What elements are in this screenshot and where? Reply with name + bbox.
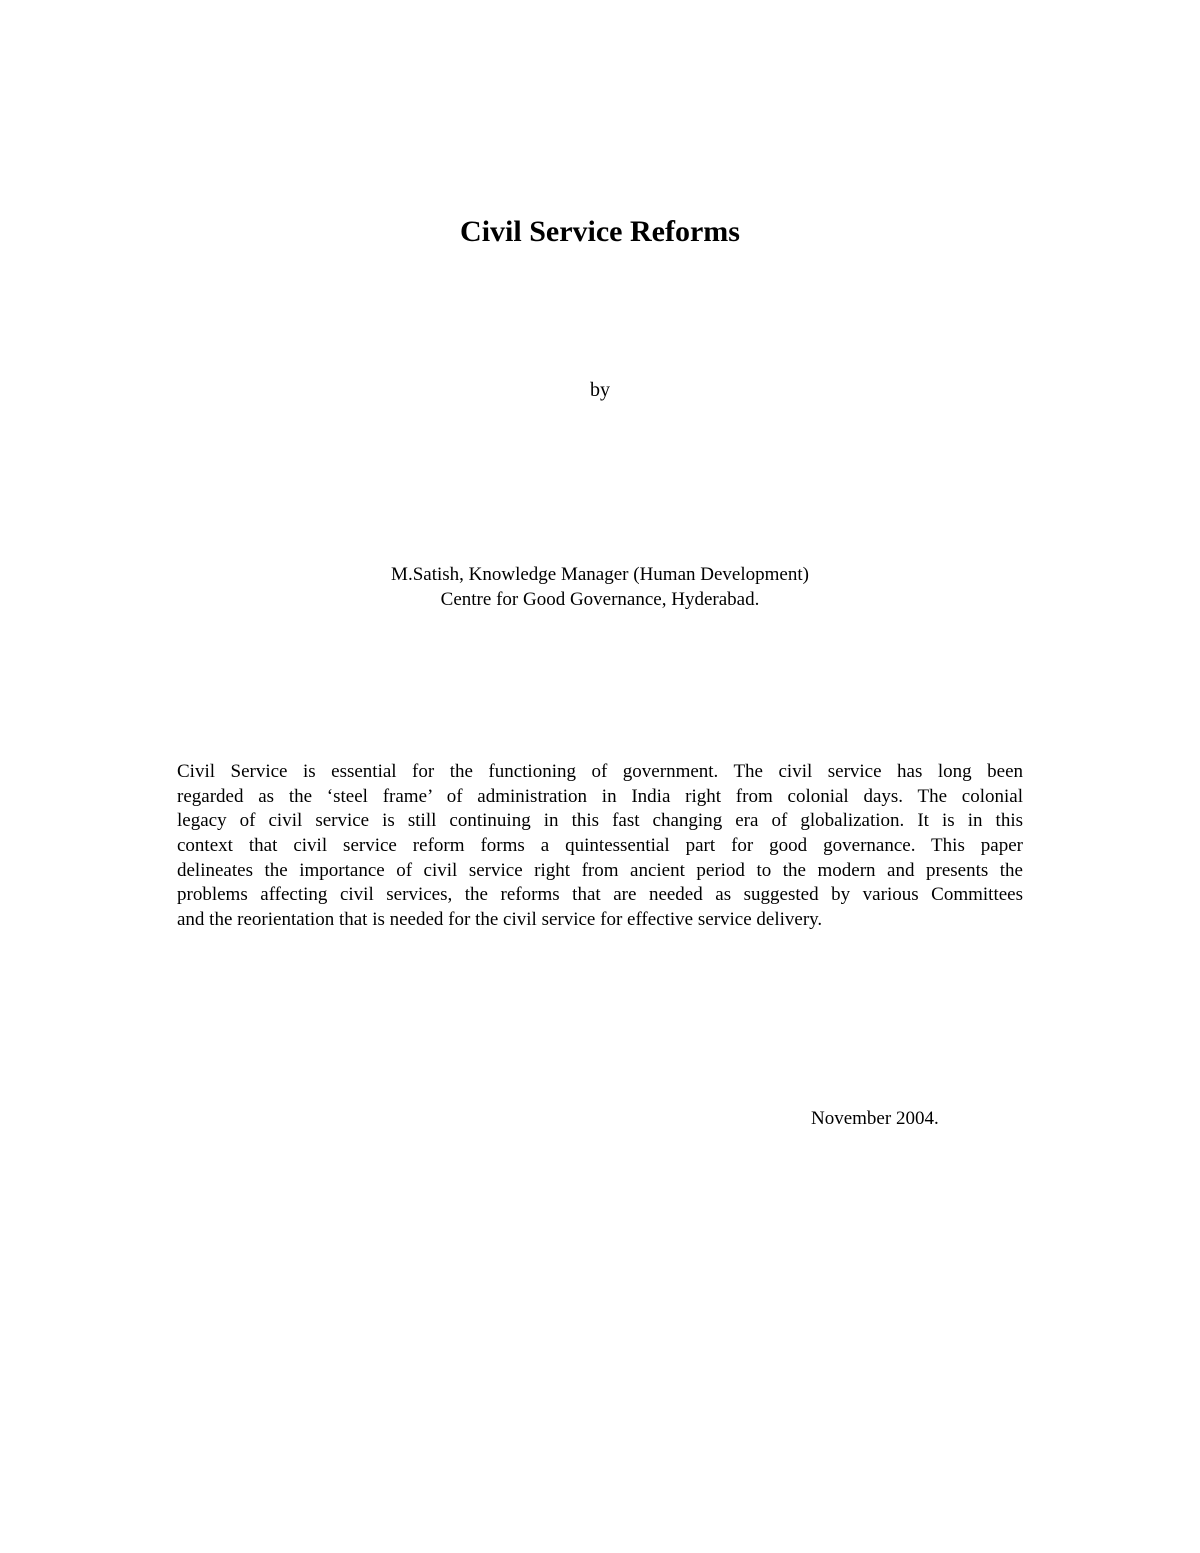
abstract-line: and the reorientation that is needed for the civil service for effective service delivery. bbox=[177, 909, 823, 931]
abstract-line: context that civil service reform forms a quintessential part for good governance. This paper bbox=[177, 835, 1023, 857]
abstract-line: problems affecting civil services, the reforms that are needed as suggested by various Committees bbox=[177, 884, 1023, 906]
document-date: November 2004. bbox=[811, 1108, 939, 1129]
document-title: Civil Service Reforms bbox=[460, 215, 740, 248]
abstract-line: legacy of civil service is still continuing in this fast changing era of globalization. It is in this bbox=[177, 810, 1023, 832]
abstract-line: Civil Service is essential for the functioning of government. The civil service has long been bbox=[177, 761, 1023, 782]
abstract-line: delineates the importance of civil service right from ancient period to the modern and presents the bbox=[177, 859, 1023, 881]
author-affiliation: Centre for Good Governance, Hyderabad. bbox=[440, 589, 760, 610]
author-block bbox=[0, 562, 1200, 612]
by-line: by bbox=[590, 379, 610, 401]
abstract-paragraph bbox=[177, 760, 1023, 933]
abstract-line: regarded as the ‘steel frame’ of administration in India right from colonial days. The colonial bbox=[177, 785, 1023, 807]
author-name: M.Satish, Knowledge Manager (Human Development) bbox=[391, 564, 809, 585]
